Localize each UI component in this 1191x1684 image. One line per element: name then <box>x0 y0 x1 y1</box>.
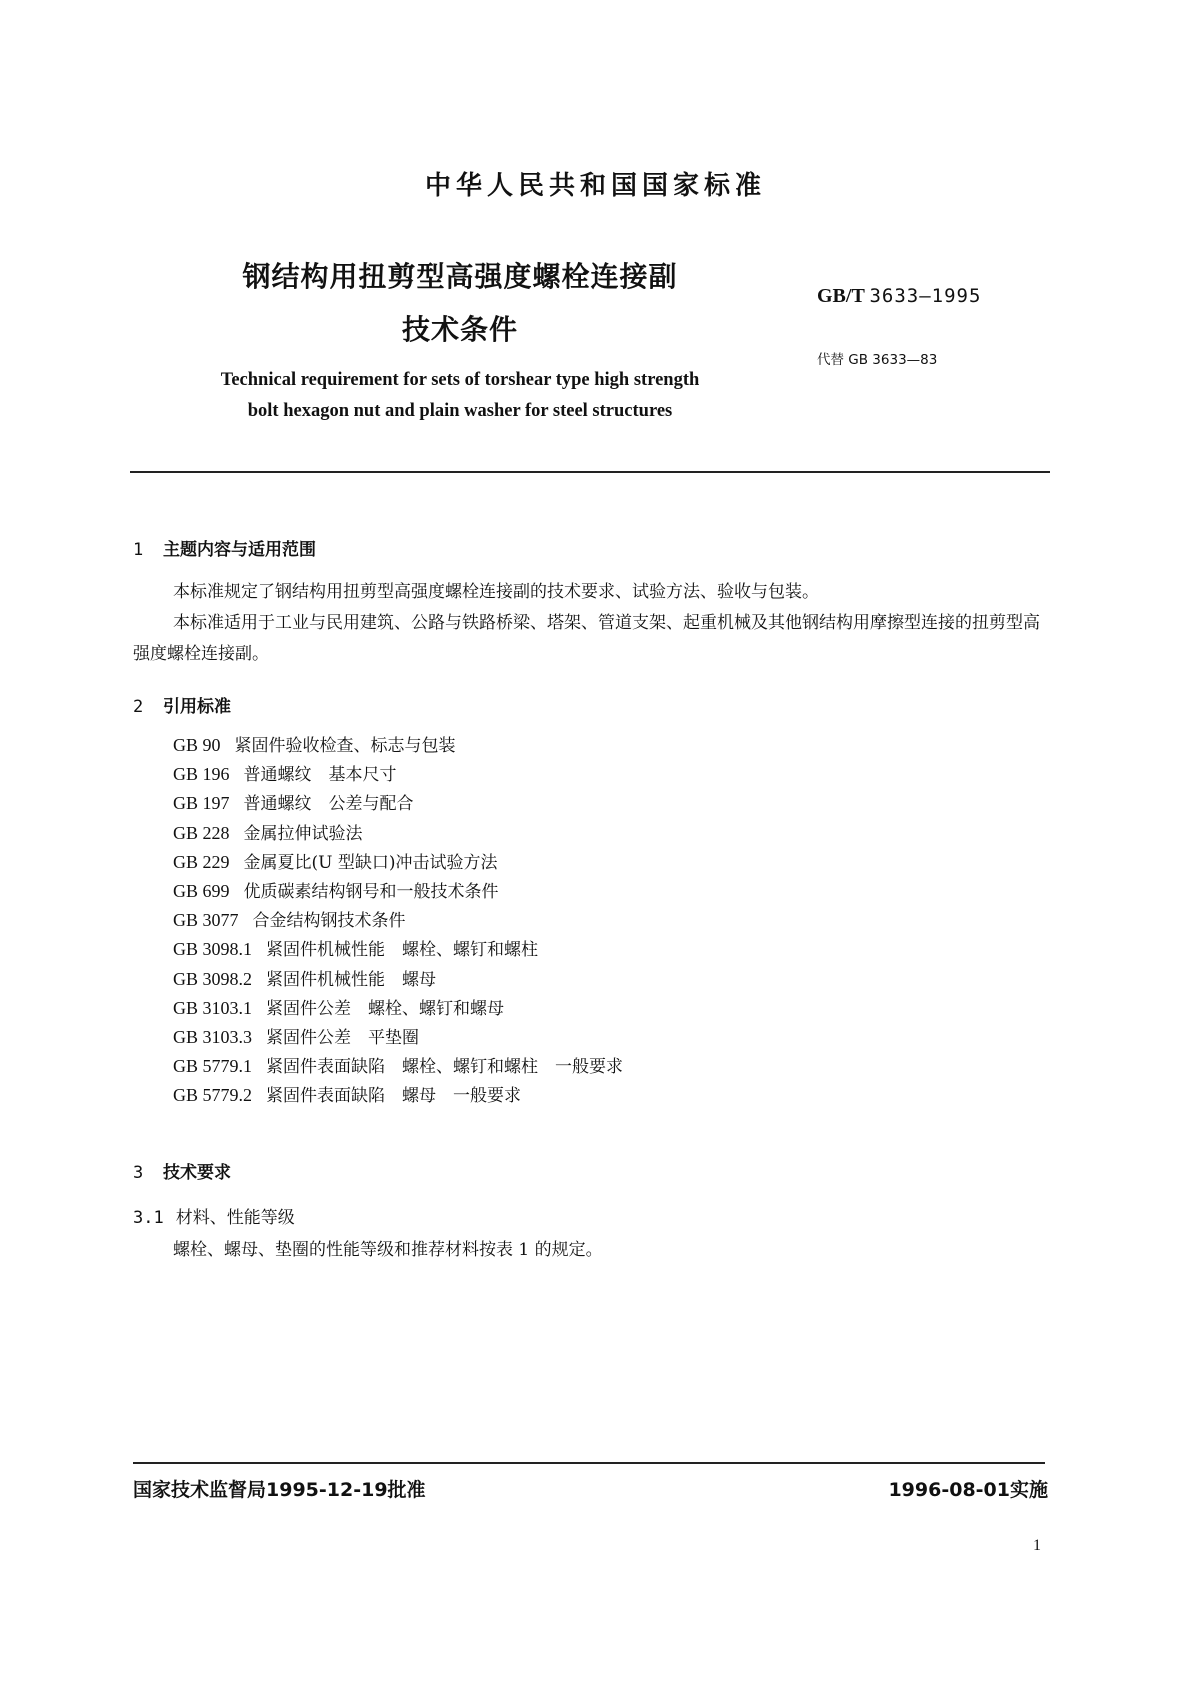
standard-number: 3633—1995 <box>869 285 982 307</box>
ref-title: 普通螺纹 公差与配合 <box>243 794 414 814</box>
ref-code: GB 3098.2 <box>173 969 253 989</box>
title-cn-line1: 钢结构用扭剪型高强度螺栓连接副 <box>242 260 678 293</box>
section-number: 2 <box>133 697 144 717</box>
ref-code: GB 90 <box>173 735 221 755</box>
replaces-note: 代替 GB 3633—83 <box>817 352 938 368</box>
ref-title: 紧固件表面缺陷 螺栓、螺钉和螺柱 一般要求 <box>266 1057 624 1077</box>
list-item <box>173 1023 419 1048</box>
standard-prefix: GB/T <box>817 285 865 307</box>
ref-code: GB 3098.1 <box>173 939 253 959</box>
section-title: 主题内容与适用范围 <box>163 540 316 560</box>
section-2-heading <box>133 692 231 717</box>
approval-date: 国家技术监督局1995-12-19批准 <box>133 1479 426 1501</box>
list-item <box>173 1052 623 1077</box>
ref-title: 普通螺纹 基本尺寸 <box>243 765 397 785</box>
ref-code: GB 3103.1 <box>173 998 253 1018</box>
ref-code: GB 196 <box>173 764 230 784</box>
subsection-title: 材料、性能等级 <box>175 1208 295 1228</box>
list-item <box>173 877 499 902</box>
section-number: 1 <box>133 540 144 560</box>
standard-code <box>817 285 981 308</box>
ref-code: GB 3077 <box>173 910 239 930</box>
title-en-line1: Technical requirement for sets of torshear type high strength <box>220 370 700 390</box>
section-title: 引用标准 <box>163 697 231 717</box>
section-number: 3 <box>133 1163 144 1183</box>
list-item <box>173 1081 521 1106</box>
section-1-paragraph-2: 本标准适用于工业与民用建筑、公路与铁路桥梁、塔架、管道支架、起重机械及其他钢结构用摩擦型连接的扭剪型高强度螺栓连接副。 <box>133 613 1040 664</box>
subsection-number: 3.1 <box>133 1208 164 1228</box>
section-3-heading <box>133 1158 231 1183</box>
ref-title: 合金结构钢技术条件 <box>252 911 406 931</box>
ref-title: 紧固件表面缺陷 螺母 一般要求 <box>266 1086 522 1106</box>
effective-date: 1996-08-01实施 <box>888 1479 1048 1501</box>
section-1-heading <box>133 535 316 560</box>
list-item <box>173 994 504 1019</box>
ref-code: GB 229 <box>173 852 230 872</box>
ref-title: 紧固件公差 螺栓、螺钉和螺母 <box>266 999 505 1019</box>
section-1-paragraph-1: 本标准规定了钢结构用扭剪型高强度螺栓连接副的技术要求、试验方法、验收与包装。 <box>173 582 819 602</box>
subsection-3-1-paragraph: 螺栓、螺母、垫圈的性能等级和推荐材料按表 1 的规定。 <box>173 1240 603 1260</box>
list-item <box>173 789 414 814</box>
subsection-3-1-heading <box>133 1203 295 1228</box>
national-standard-heading: 中华人民共和国国家标准 <box>424 171 766 201</box>
ref-code: GB 197 <box>173 793 230 813</box>
ref-title: 优质碳素结构钢号和一般技术条件 <box>243 882 499 902</box>
list-item <box>173 906 406 931</box>
ref-title: 金属拉伸试验法 <box>243 824 363 844</box>
title-en-line2: bolt hexagon nut and plain washer for steel structures <box>247 401 673 421</box>
list-item <box>173 731 456 756</box>
list-item <box>173 819 363 844</box>
ref-title: 紧固件机械性能 螺母 <box>266 970 437 990</box>
list-item <box>173 935 538 960</box>
header-divider <box>130 471 1050 473</box>
list-item <box>173 965 436 990</box>
ref-title: 金属夏比(U 型缺口)冲击试验方法 <box>243 853 498 873</box>
page-number: 1 <box>1033 1537 1041 1554</box>
footer-divider <box>133 1462 1045 1464</box>
section-title: 技术要求 <box>163 1163 231 1183</box>
ref-title: 紧固件验收检查、标志与包装 <box>234 736 456 756</box>
ref-code: GB 5779.2 <box>173 1085 253 1105</box>
ref-code: GB 699 <box>173 881 230 901</box>
list-item <box>173 848 498 873</box>
ref-code: GB 3103.3 <box>173 1027 253 1047</box>
ref-title: 紧固件公差 平垫圈 <box>266 1028 420 1048</box>
ref-code: GB 228 <box>173 823 230 843</box>
title-cn-line2: 技术条件 <box>401 313 518 346</box>
ref-code: GB 5779.1 <box>173 1056 253 1076</box>
list-item <box>173 760 397 785</box>
ref-title: 紧固件机械性能 螺栓、螺钉和螺柱 <box>266 940 539 960</box>
